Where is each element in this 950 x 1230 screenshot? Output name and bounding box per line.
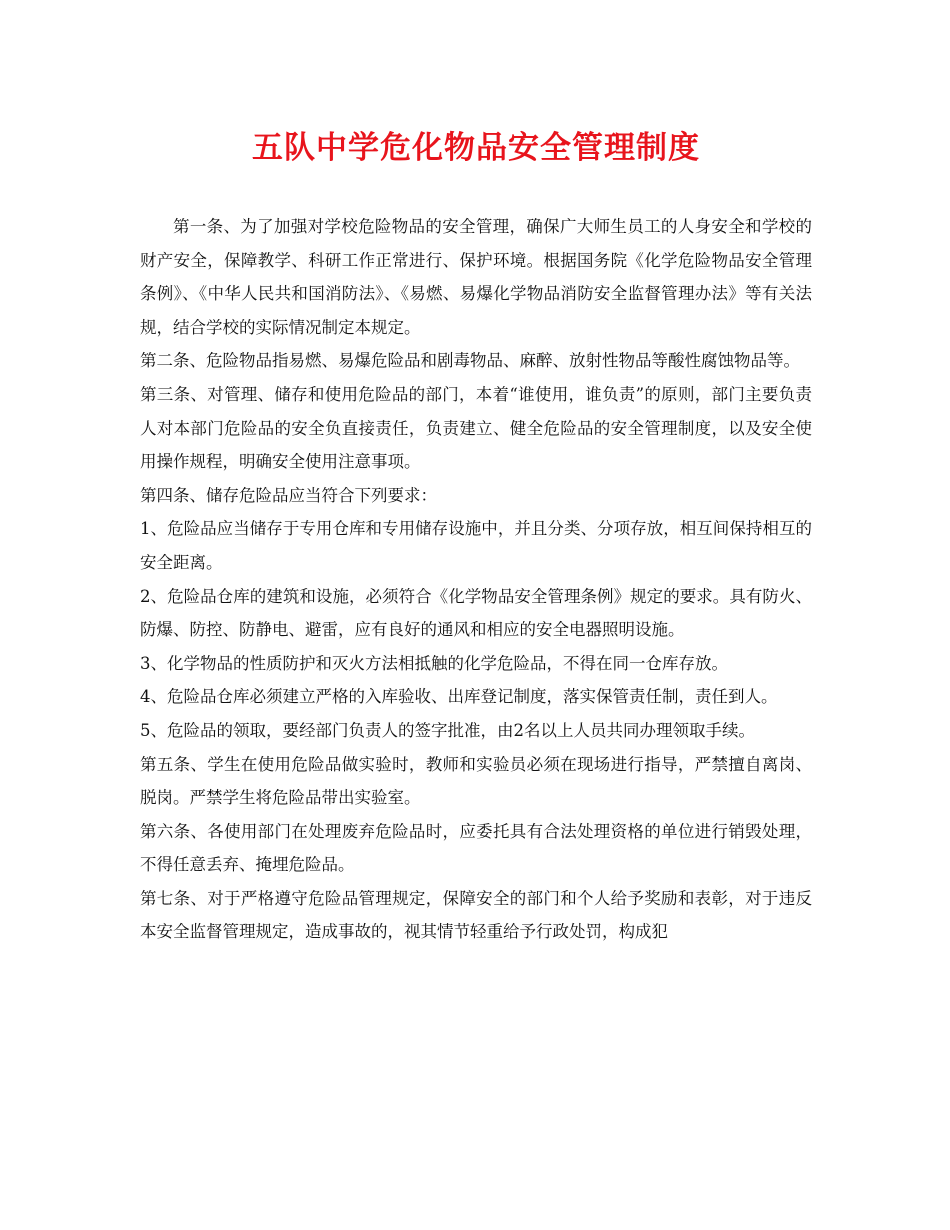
document-page [140,120,812,949]
paragraph-article-3: 第三条、对管理、储存和使用危险品的部门，本着“谁使用，谁负责”的原则，部门主要负责人对本部门危险品的安全负直接责任，负责建立、健全危险品的安全管理制度，以及安全使用操作规程，明确安全使用注意事项。 [140,384,812,472]
paragraph-item-1: 1、危险品应当储存于专用仓库和专用储存设施中，并且分类、分项存放，相互间保持相互的安全距离。 [140,519,812,572]
paragraph-article-2: 第二条、危险物品指易燃、易爆危险品和剧毒物品、麻醉、放射性物品等酸性腐蚀物品等。 [140,351,800,371]
paragraph-item-2: 2、危险品仓库的建筑和设施，必须符合《化学物品安全管理条例》规定的要求。具有防火、防爆、防控、防静电、避雷，应有良好的通风和相应的安全电器照明设施。 [140,586,812,640]
paragraph-item-3: 3、化学物品的性质防护和灭火方法相抵触的化学危险品，不得在同一仓库存放。 [140,653,728,673]
paragraph-article-7: 第七条、对于严格遵守危险品管理规定，保障安全的部门和个人给予奖励和表彰，对于违反本安全监督管理规定，造成事故的，视其情节轻重给予行政处罚，构成犯 [140,888,812,942]
paragraph-article-1: 第一条、为了加强对学校危险物品的安全管理，确保广大师生员工的人身安全和学校的财产安全，保障教学、科研工作正常进行、保护环境。根据国务院《化学危险物品安全管理条例》、《中华人民共和国消防法》、《易燃、易爆化学物品消防安全监督管理办法》等有关法规，结合学校的实际情况制定本规定。 [140,217,812,337]
document-body [140,210,812,949]
paragraph-item-5: 5、危险品的领取，要经部门负责人的签字批准，由2名以上人员共同办理领取手续。 [140,720,755,740]
paragraph-article-4: 第四条、储存危险品应当符合下列要求： [140,485,437,505]
document-title: 五队中学危化物品安全管理制度 [252,130,700,166]
paragraph-item-4: 4、危险品仓库必须建立严格的入库验收、出库登记制度，落实保管责任制，责任到人。 [140,687,778,707]
paragraph-article-5: 第五条、学生在使用危险品做实验时，教师和实验员必须在现场进行指导，严禁擅自离岗、脱岗。严禁学生将危险品带出实验室。 [140,754,812,808]
paragraph-article-6: 第六条、各使用部门在处理废弃危险品时，应委托具有合法处理资格的单位进行销毁处理，不得任意丢弃、掩埋危险品。 [140,821,812,875]
